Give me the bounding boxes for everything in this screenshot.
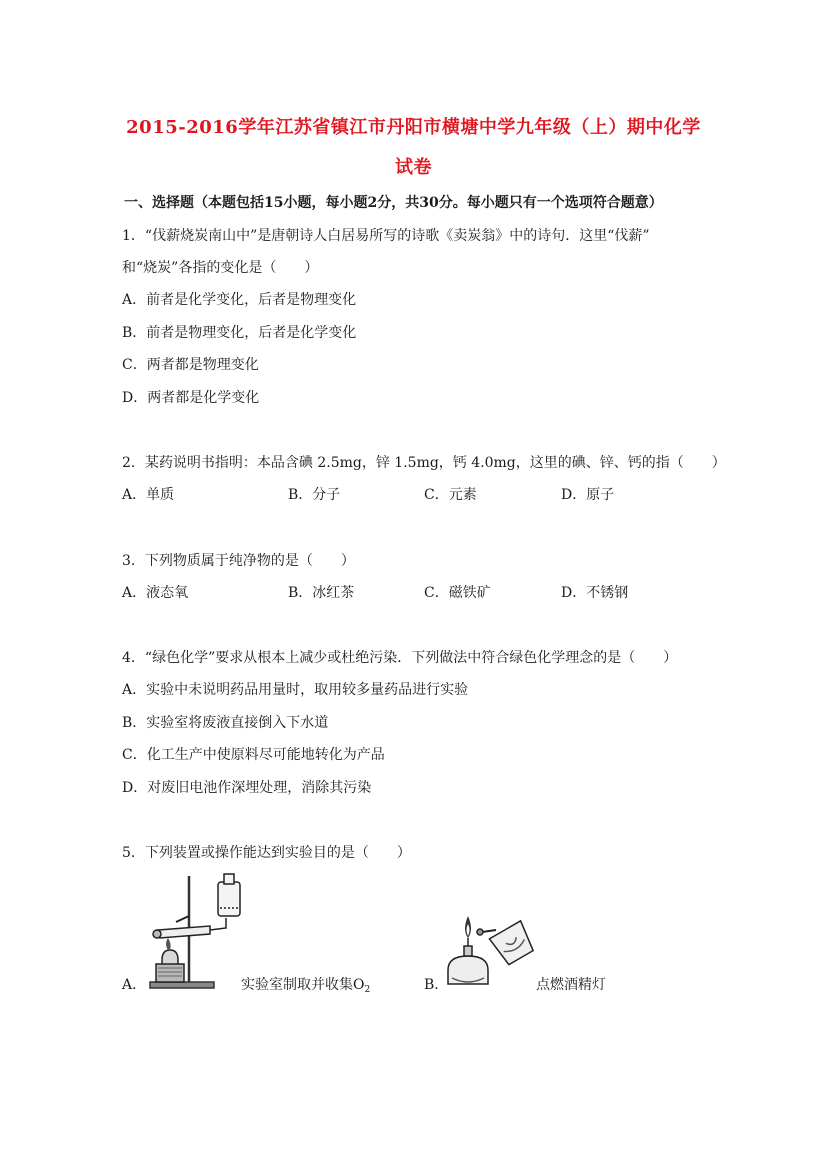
question-3-option-c: C．磁铁矿: [424, 585, 491, 601]
option-a-caption-text: 实验室制取并收集O: [241, 977, 365, 993]
question-2-stem: 2．某药说明书指明：本品含碘 2.5mg，锌 1.5mg，钙 4.0mg，这里的碘、锌、钙的指（ ）: [122, 455, 726, 471]
oxygen-preparation-apparatus-icon: [148, 872, 252, 992]
question-3-option-b: B．冰红茶: [288, 585, 355, 601]
page-title-line1: 2015-2016学年江苏省镇江市丹阳市横塘中学九年级（上）期中化学: [126, 117, 701, 138]
question-4-option-a: A．实验中未说明药品用量时，取用较多量药品进行实验: [122, 682, 469, 698]
question-4-option-c: C．化工生产中使原料尽可能地转化为产品: [122, 747, 385, 763]
question-1-option-a: A．前者是化学变化，后者是物理变化: [122, 292, 357, 308]
option-a-subscript: 2: [364, 985, 371, 995]
question-5-option-b-letter: B．: [424, 977, 449, 993]
question-1-option-c: C．两者都是物理变化: [122, 357, 259, 373]
question-2-option-d: D．原子: [561, 487, 615, 503]
question-5-option-b-caption: 点燃酒精灯: [536, 977, 606, 993]
question-3-option-d: D．不锈钢: [561, 585, 629, 601]
question-5-stem: 5．下列装置或操作能达到实验目的是（ ）: [122, 845, 411, 861]
question-1-option-b: B．前者是物理变化，后者是化学变化: [122, 325, 357, 341]
question-1-stem-line1: 1．“伐薪烧炭南山中”是唐朝诗人白居易所写的诗歌《卖炭翁》中的诗句．这里“伐薪”: [122, 228, 650, 244]
question-3-stem: 3．下列物质属于纯净物的是（ ）: [122, 553, 355, 569]
question-1-option-d: D．两者都是化学变化: [122, 390, 260, 406]
question-2-option-a: A．单质: [122, 487, 175, 503]
alcohol-lamp-ignition-icon: [442, 908, 542, 990]
question-1-stem-line2: 和“烧炭”各指的变化是（ ）: [122, 260, 319, 276]
question-5-option-a-caption: [241, 975, 370, 1000]
question-4-option-d: D．对废旧电池作深埋处理，消除其污染: [122, 780, 372, 796]
question-4-option-b: B．实验室将废液直接倒入下水道: [122, 715, 329, 731]
question-5-option-a-letter: A．: [122, 977, 147, 993]
page-title-line2: 试卷: [395, 157, 432, 178]
question-2-option-c: C．元素: [424, 487, 477, 503]
question-4-stem: 4．“绿色化学”要求从根本上减少或杜绝污染．下列做法中符合绿色化学理念的是（ ）: [122, 650, 678, 666]
question-2-option-b: B．分子: [288, 487, 341, 503]
question-3-option-a: A．液态氧: [122, 585, 189, 601]
section-heading: 一、选择题（本题包括15小题，每小题2分，共30分。每小题只有一个选项符合题意）: [124, 195, 663, 211]
